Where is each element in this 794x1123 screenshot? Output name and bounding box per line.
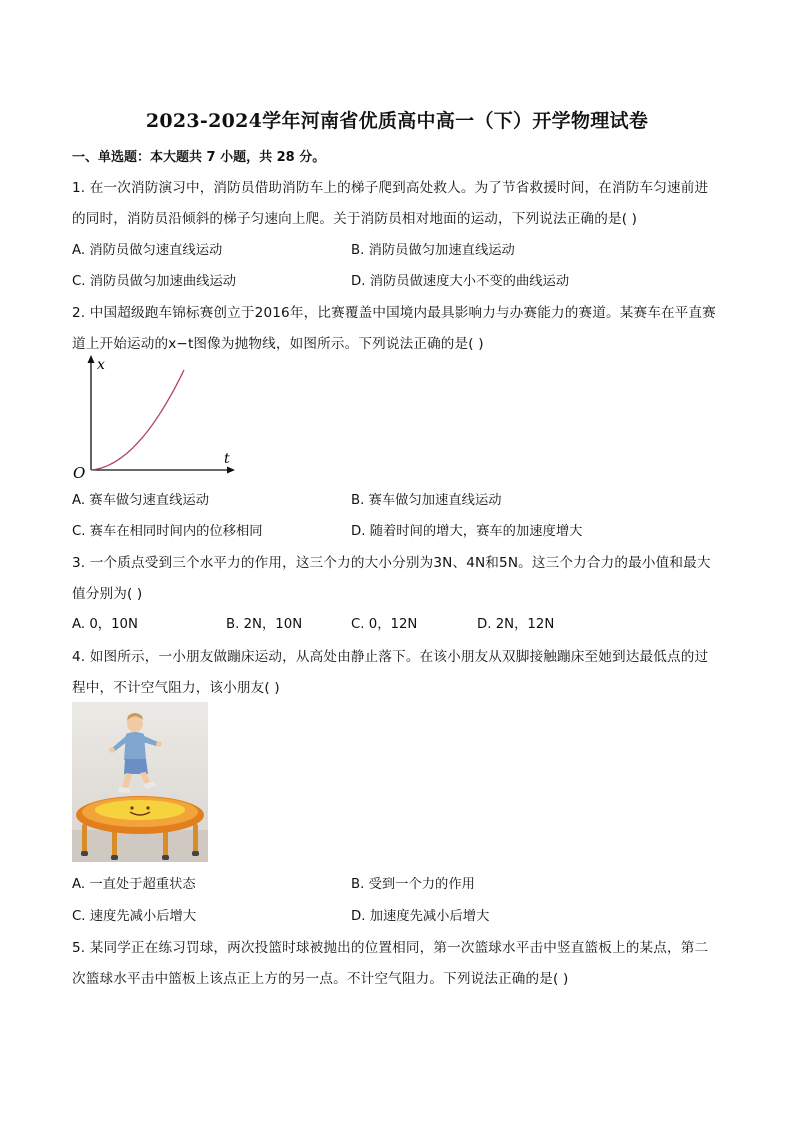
trampoline-photo	[72, 702, 208, 862]
page-title: 2023-2024学年河南省优质高中高一（下）开学物理试卷	[145, 110, 649, 132]
q4-stem-line1: 4. 如图所示，一小朋友做蹦床运动，从高处由静止落下。在该小朋友从双脚接触蹦床至她到达最低点的过	[72, 649, 709, 665]
q4-option-a: A. 一直处于超重状态	[72, 877, 196, 892]
q2-option-d: D. 随着时间的增大，赛车的加速度增大	[351, 524, 583, 539]
q2-stem-line1: 2. 中国超级跑车锦标赛创立于2016年，比赛覆盖中国境内最具影响力与办赛能力的赛道。某赛车在平直赛	[72, 305, 716, 321]
q1-stem-line1: 1. 在一次消防演习中，消防员借助消防车上的梯子爬到高处救人。为了节省救援时间，在消防车匀速前进	[72, 180, 709, 196]
q4-stem-line2: 程中，不计空气阻力，该小朋友( )	[72, 680, 280, 696]
q1-option-a: A. 消防员做匀速直线运动	[72, 243, 223, 258]
q1-option-b: B. 消防员做匀加速直线运动	[351, 243, 515, 258]
y-axis-label: x	[97, 357, 105, 373]
q4-option-c: C. 速度先减小后增大	[72, 909, 197, 924]
xt-graph	[70, 352, 240, 482]
q1-option-c: C. 消防员做匀加速曲线运动	[72, 274, 237, 289]
q2-option-c: C. 赛车在相同时间内的位移相同	[72, 524, 263, 539]
q3-stem-line1: 3. 一个质点受到三个水平力的作用，这三个力的大小分别为3N、4N和5N。这三个力合力的最小值和最大	[72, 555, 711, 571]
floor	[72, 830, 208, 862]
trampoline-mat	[95, 800, 185, 820]
smile-eye-right	[146, 806, 149, 809]
q4-option-b: B. 受到一个力的作用	[351, 877, 475, 892]
q1-stem-line2: 的同时，消防员沿倾斜的梯子匀速向上爬。关于消防员相对地面的运动，下列说法正确的是( )	[72, 211, 638, 227]
parabola-curve	[91, 370, 184, 470]
q3-stem-line2: 值分别为( )	[72, 586, 143, 602]
q5-stem-line2: 次篮球水平击中篮板上该点正上方的另一点。不计空气阻力。下列说法正确的是( )	[72, 971, 569, 987]
q5-stem-line1: 5. 某同学正在练习罚球，两次投篮时球被抛出的位置相同，第一次篮球水平击中竖直篮板上的某点，第二	[72, 940, 709, 956]
smile-eye-left	[130, 806, 133, 809]
q1-option-d: D. 消防员做速度大小不变的曲线运动	[351, 274, 570, 289]
q2-stem-line2: 道上开始运动的x−t图像为抛物线，如图所示。下列说法正确的是( )	[72, 336, 484, 352]
x-axis-arrow	[227, 467, 235, 474]
x-axis-label: t	[224, 451, 230, 467]
q4-option-d: D. 加速度先减小后增大	[351, 909, 490, 924]
q2-option-a: A. 赛车做匀速直线运动	[72, 493, 209, 508]
q3-option-a: A. 0，10N	[72, 617, 138, 632]
q2-option-b: B. 赛车做匀加速直线运动	[351, 493, 502, 508]
y-axis-arrow	[88, 355, 95, 363]
q3-option-b: B. 2N，10N	[226, 617, 303, 632]
q3-option-d: D. 2N，12N	[477, 617, 555, 632]
q3-option-c: C. 0，12N	[351, 617, 418, 632]
section-heading: 一、单选题：本大题共 7 小题，共 28 分。	[72, 150, 326, 165]
origin-label: O	[73, 464, 86, 482]
